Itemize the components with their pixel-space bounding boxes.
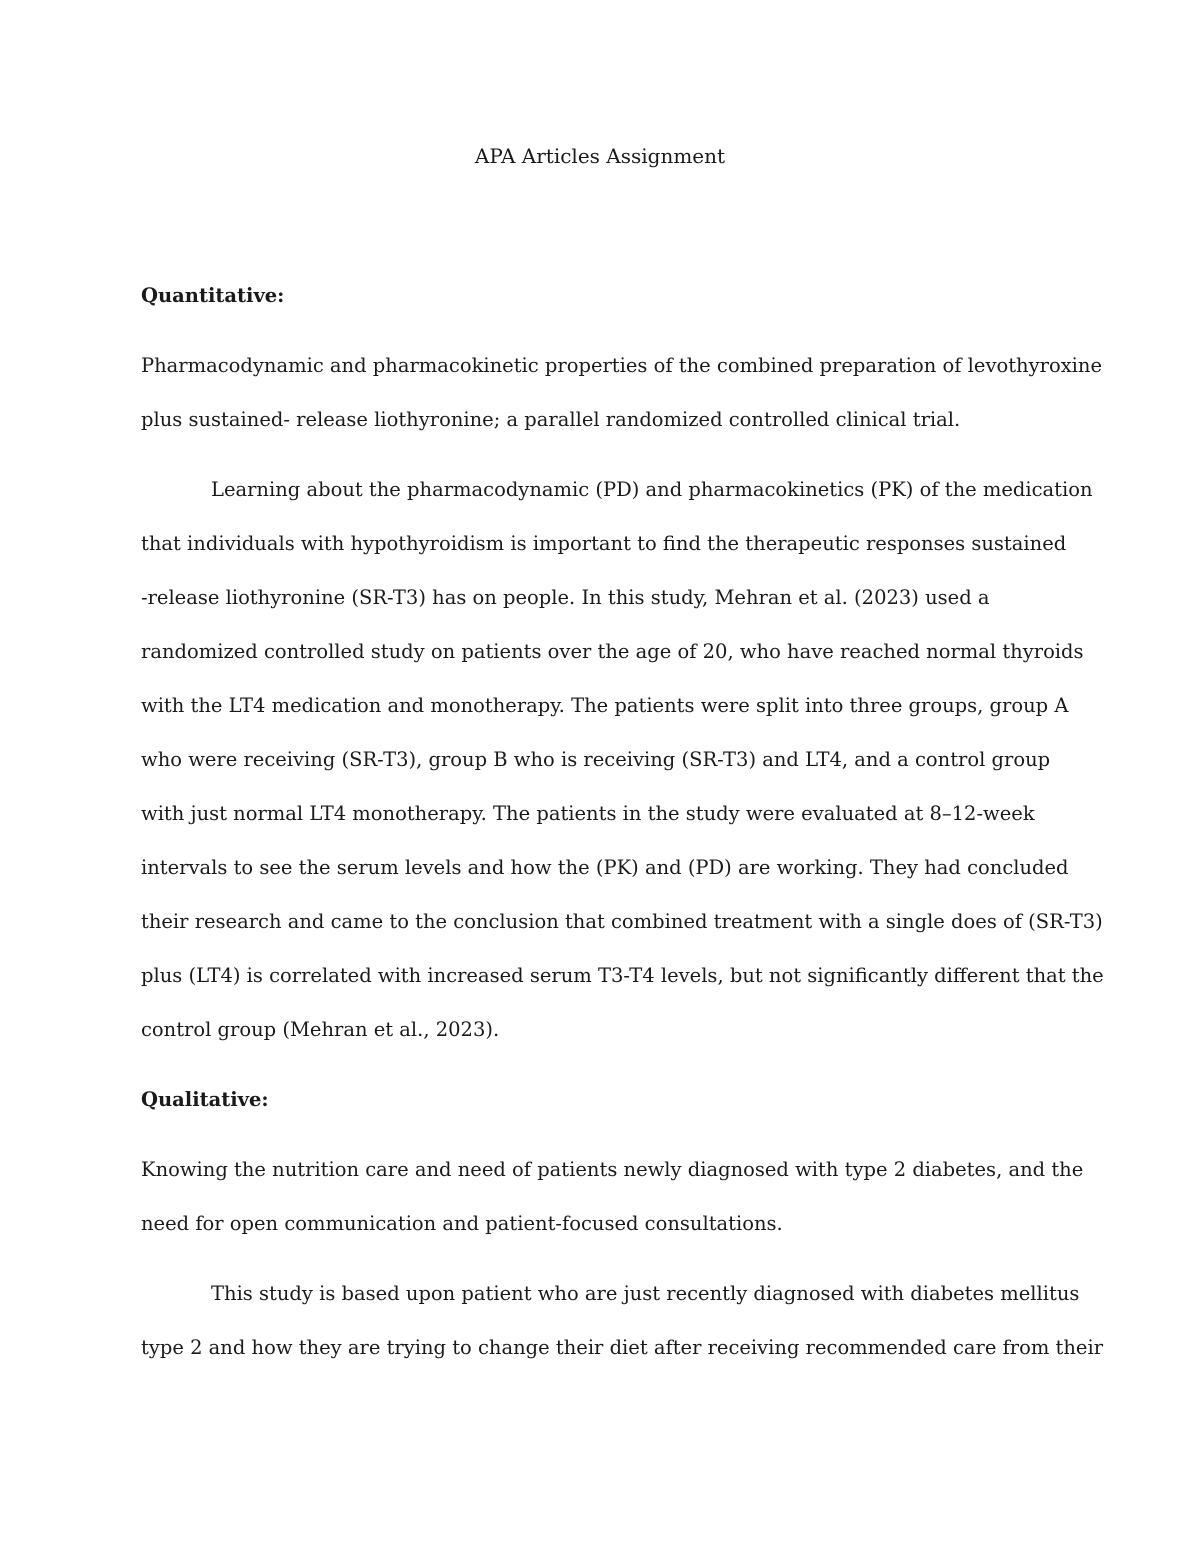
paragraph-line: control group (Mehran et al., 2023).: [141, 1018, 500, 1041]
paragraph-line: with the LT4 medication and monotherapy. The patients were split into three groups, group A: [141, 694, 1069, 717]
section-heading-quantitative: Quantitative:: [141, 284, 285, 307]
article-title-line: Pharmacodynamic and pharmacokinetic properties of the combined preparation of levothyroxine: [141, 354, 1103, 377]
paragraph-line: -release liothyronine (SR-T3) has on people. In this study, Mehran et al. (2023) used a: [141, 586, 990, 609]
article-title-line: plus sustained- release liothyronine; a parallel randomized controlled clinical trial.: [141, 408, 961, 431]
document-title: APA Articles Assignment: [474, 144, 726, 168]
article-title-line: Knowing the nutrition care and need of patients newly diagnosed with type 2 diabetes, and the: [141, 1158, 1084, 1181]
paragraph-line: randomized controlled study on patients over the age of 20, who have reached normal thyroids: [141, 640, 1084, 663]
paragraph-line: plus (LT4) is correlated with increased serum T3-T4 levels, but not significantly different that the: [141, 964, 1104, 987]
paragraph-line: Learning about the pharmacodynamic (PD) and pharmacokinetics (PK) of the medication: [211, 478, 1093, 501]
paragraph-line: their research and came to the conclusion that combined treatment with a single does of (SR-T3): [141, 910, 1103, 933]
section-heading-qualitative: Qualitative:: [141, 1088, 269, 1111]
paragraph-line: intervals to see the serum levels and how the (PK) and (PD) are working. They had concluded: [141, 856, 1069, 879]
article-title-line: need for open communication and patient-focused consultations.: [141, 1212, 783, 1235]
paragraph-line: type 2 and how they are trying to change their diet after receiving recommended care from their: [141, 1336, 1104, 1359]
paragraph-line: with just normal LT4 monotherapy. The patients in the study were evaluated at 8–12-week: [141, 802, 1035, 825]
paragraph-line: This study is based upon patient who are just recently diagnosed with diabetes mellitus: [211, 1282, 1080, 1305]
paragraph-line: that individuals with hypothyroidism is important to find the therapeutic responses sustained: [141, 532, 1067, 555]
paragraph-line: who were receiving (SR-T3), group B who is receiving (SR-T3) and LT4, and a control group: [141, 748, 1051, 771]
